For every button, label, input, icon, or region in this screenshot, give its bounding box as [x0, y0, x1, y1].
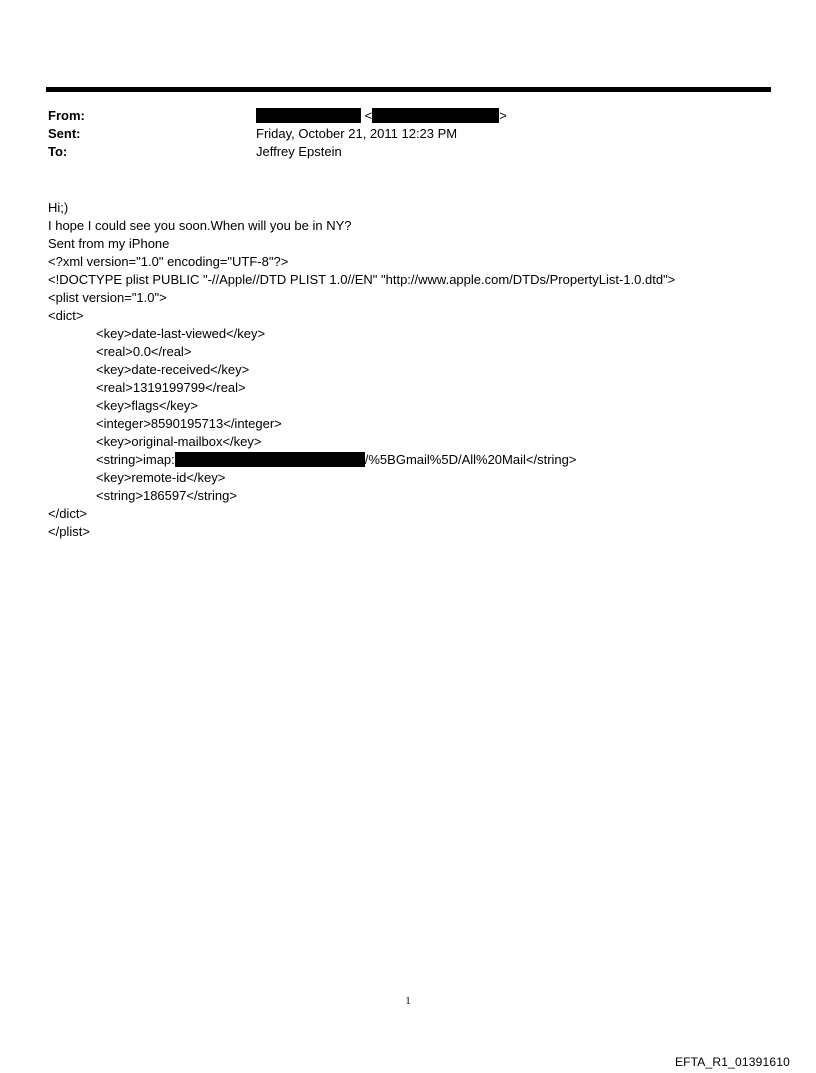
page-number: 1	[405, 995, 411, 1007]
body-line: </plist>	[48, 524, 90, 539]
imap-prefix: <string>imap:	[96, 452, 175, 467]
sent-value: Friday, October 21, 2011 12:23 PM	[256, 126, 458, 141]
body-line: <key>original-mailbox</key>	[96, 434, 262, 449]
body-line: <real>0.0</real>	[96, 344, 192, 359]
imap-suffix: /%5BGmail%5D/All%20Mail</string>	[364, 452, 577, 467]
body-line: <integer>8590195713</integer>	[96, 416, 282, 431]
from-angle-open: <	[364, 108, 373, 123]
redacted-sender-email	[372, 108, 499, 123]
body-line: Hi;)	[48, 200, 69, 215]
body-line: <key>flags</key>	[96, 398, 198, 413]
body-line: <key>date-received</key>	[96, 362, 250, 377]
from-label: From:	[48, 108, 85, 123]
body-line: <?xml version="1.0" encoding="UTF-8"?>	[48, 254, 289, 269]
body-line: <dict>	[48, 308, 84, 323]
sent-label: Sent:	[48, 126, 81, 141]
to-label: To:	[48, 144, 68, 159]
redacted-mailbox-address	[175, 452, 365, 467]
imap-line	[48, 451, 675, 469]
body-line: </dict>	[48, 506, 88, 521]
from-value	[256, 107, 507, 125]
body-line: <plist version="1.0">	[48, 290, 167, 305]
body-line: I hope I could see you soon.When will you be in NY?	[48, 218, 352, 233]
body-line: <real>1319199799</real>	[96, 380, 246, 395]
message-body	[48, 199, 675, 541]
body-line: <!DOCTYPE plist PUBLIC "-//Apple//DTD PLIST 1.0//EN" "http://www.apple.com/DTDs/PropertyList-1.0.dtd">	[48, 272, 676, 287]
bates-number: EFTA_R1_01391610	[674, 1055, 790, 1069]
body-line: Sent from my iPhone	[48, 236, 170, 251]
body-line: <string>186597</string>	[96, 488, 237, 503]
body-line: <key>remote-id</key>	[96, 470, 226, 485]
body-line: <key>date-last-viewed</key>	[96, 326, 266, 341]
header-rule	[46, 87, 771, 92]
to-value: Jeffrey Epstein	[256, 144, 342, 159]
from-angle-close: >	[499, 108, 507, 123]
redacted-sender-name	[256, 108, 361, 123]
